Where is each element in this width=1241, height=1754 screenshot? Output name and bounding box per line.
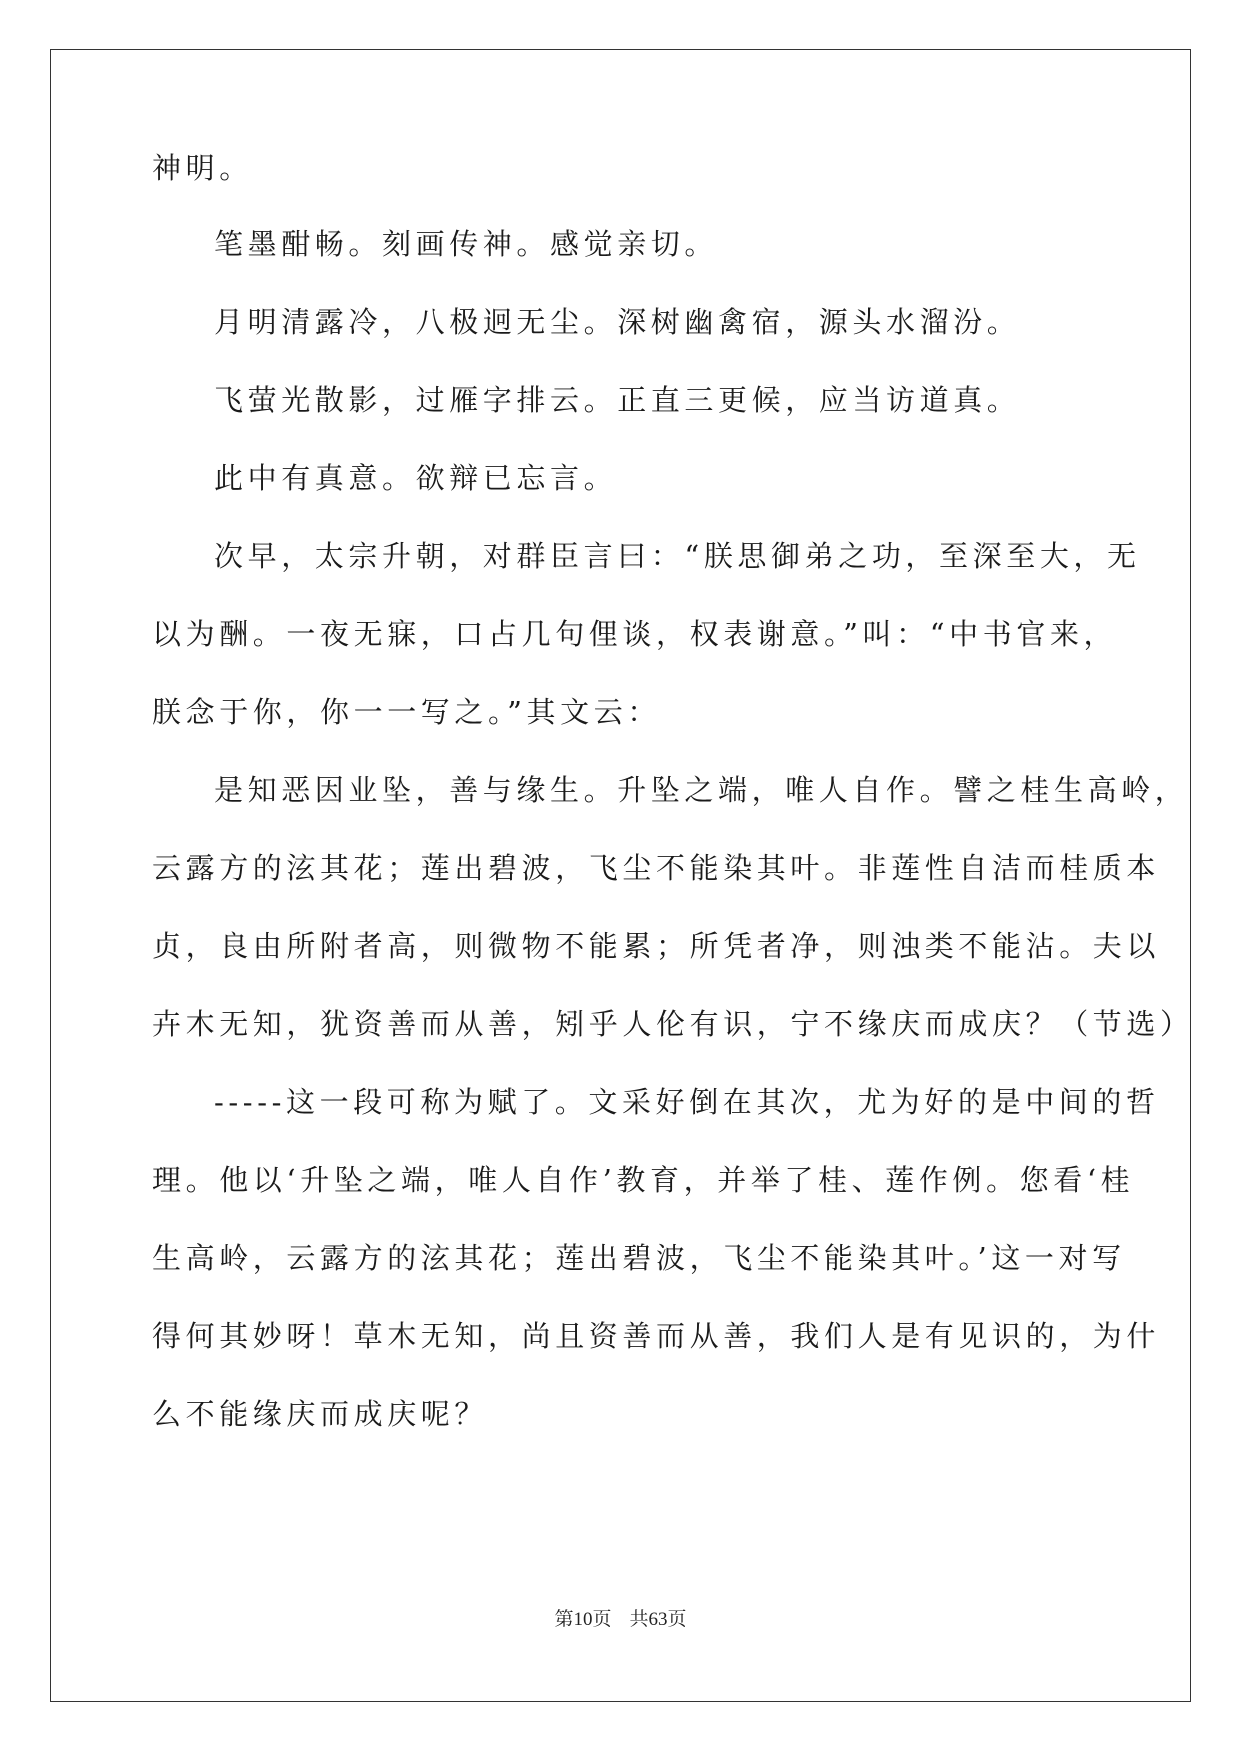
page-number: 第10页 [554,1609,612,1630]
text-line: -----这一段可称为赋了。文采好倒在其次，尤为好的是中间的哲 [214,1085,1160,1119]
text-line: 以为酬。一夜无寐，口占几句俚谈，权表谢意。”叫：“中书官来， [152,617,1118,651]
text-line: 理。他以‘升坠之端，唯人自作’教育，并举了桂、莲作例。您看‘桂 [152,1163,1135,1197]
text-line: 次早，太宗升朝，对群臣言曰：“朕思御弟之功，至深至大，无 [214,539,1141,573]
text-line: 朕念于你，你一一写之。”其文云： [152,695,661,729]
page-total: 共63页 [629,1609,687,1630]
text-line: 云露方的泫其花；莲出碧波，飞尘不能染其叶。非莲性自洁而桂质本 [152,851,1161,885]
text-line: 是知恶因业坠，善与缘生。升坠之端，唯人自作。譬之桂生高岭， [214,773,1189,807]
page-footer [0,1604,1241,1631]
text-line: 神明。 [152,151,253,185]
text-line: 月明清露冷，八极迥无尘。深树幽禽宿，源头水溜汾。 [214,305,1021,339]
text-line: 卉木无知，犹资善而从善，矧乎人伦有识，宁不缘庆而成庆？（节选） [152,1007,1194,1041]
text-line: 得何其妙呀！草木无知，尚且资善而从善，我们人是有见识的，为什 [152,1319,1161,1353]
text-line: 么不能缘庆而成庆呢？ [152,1397,489,1431]
text-line: 生高岭，云露方的泫其花；莲出碧波，飞尘不能染其叶。’这一对写 [152,1241,1126,1275]
text-line: 此中有真意。欲辩已忘言。 [214,461,618,495]
text-line: 笔墨酣畅。刻画传神。感觉亲切。 [214,227,719,261]
text-line: 飞萤光散影，过雁字排云。正直三更候，应当访道真。 [214,383,1021,417]
text-line: 贞，良由所附者高，则微物不能累；所凭者净，则浊类不能沾。夫以 [152,929,1161,963]
